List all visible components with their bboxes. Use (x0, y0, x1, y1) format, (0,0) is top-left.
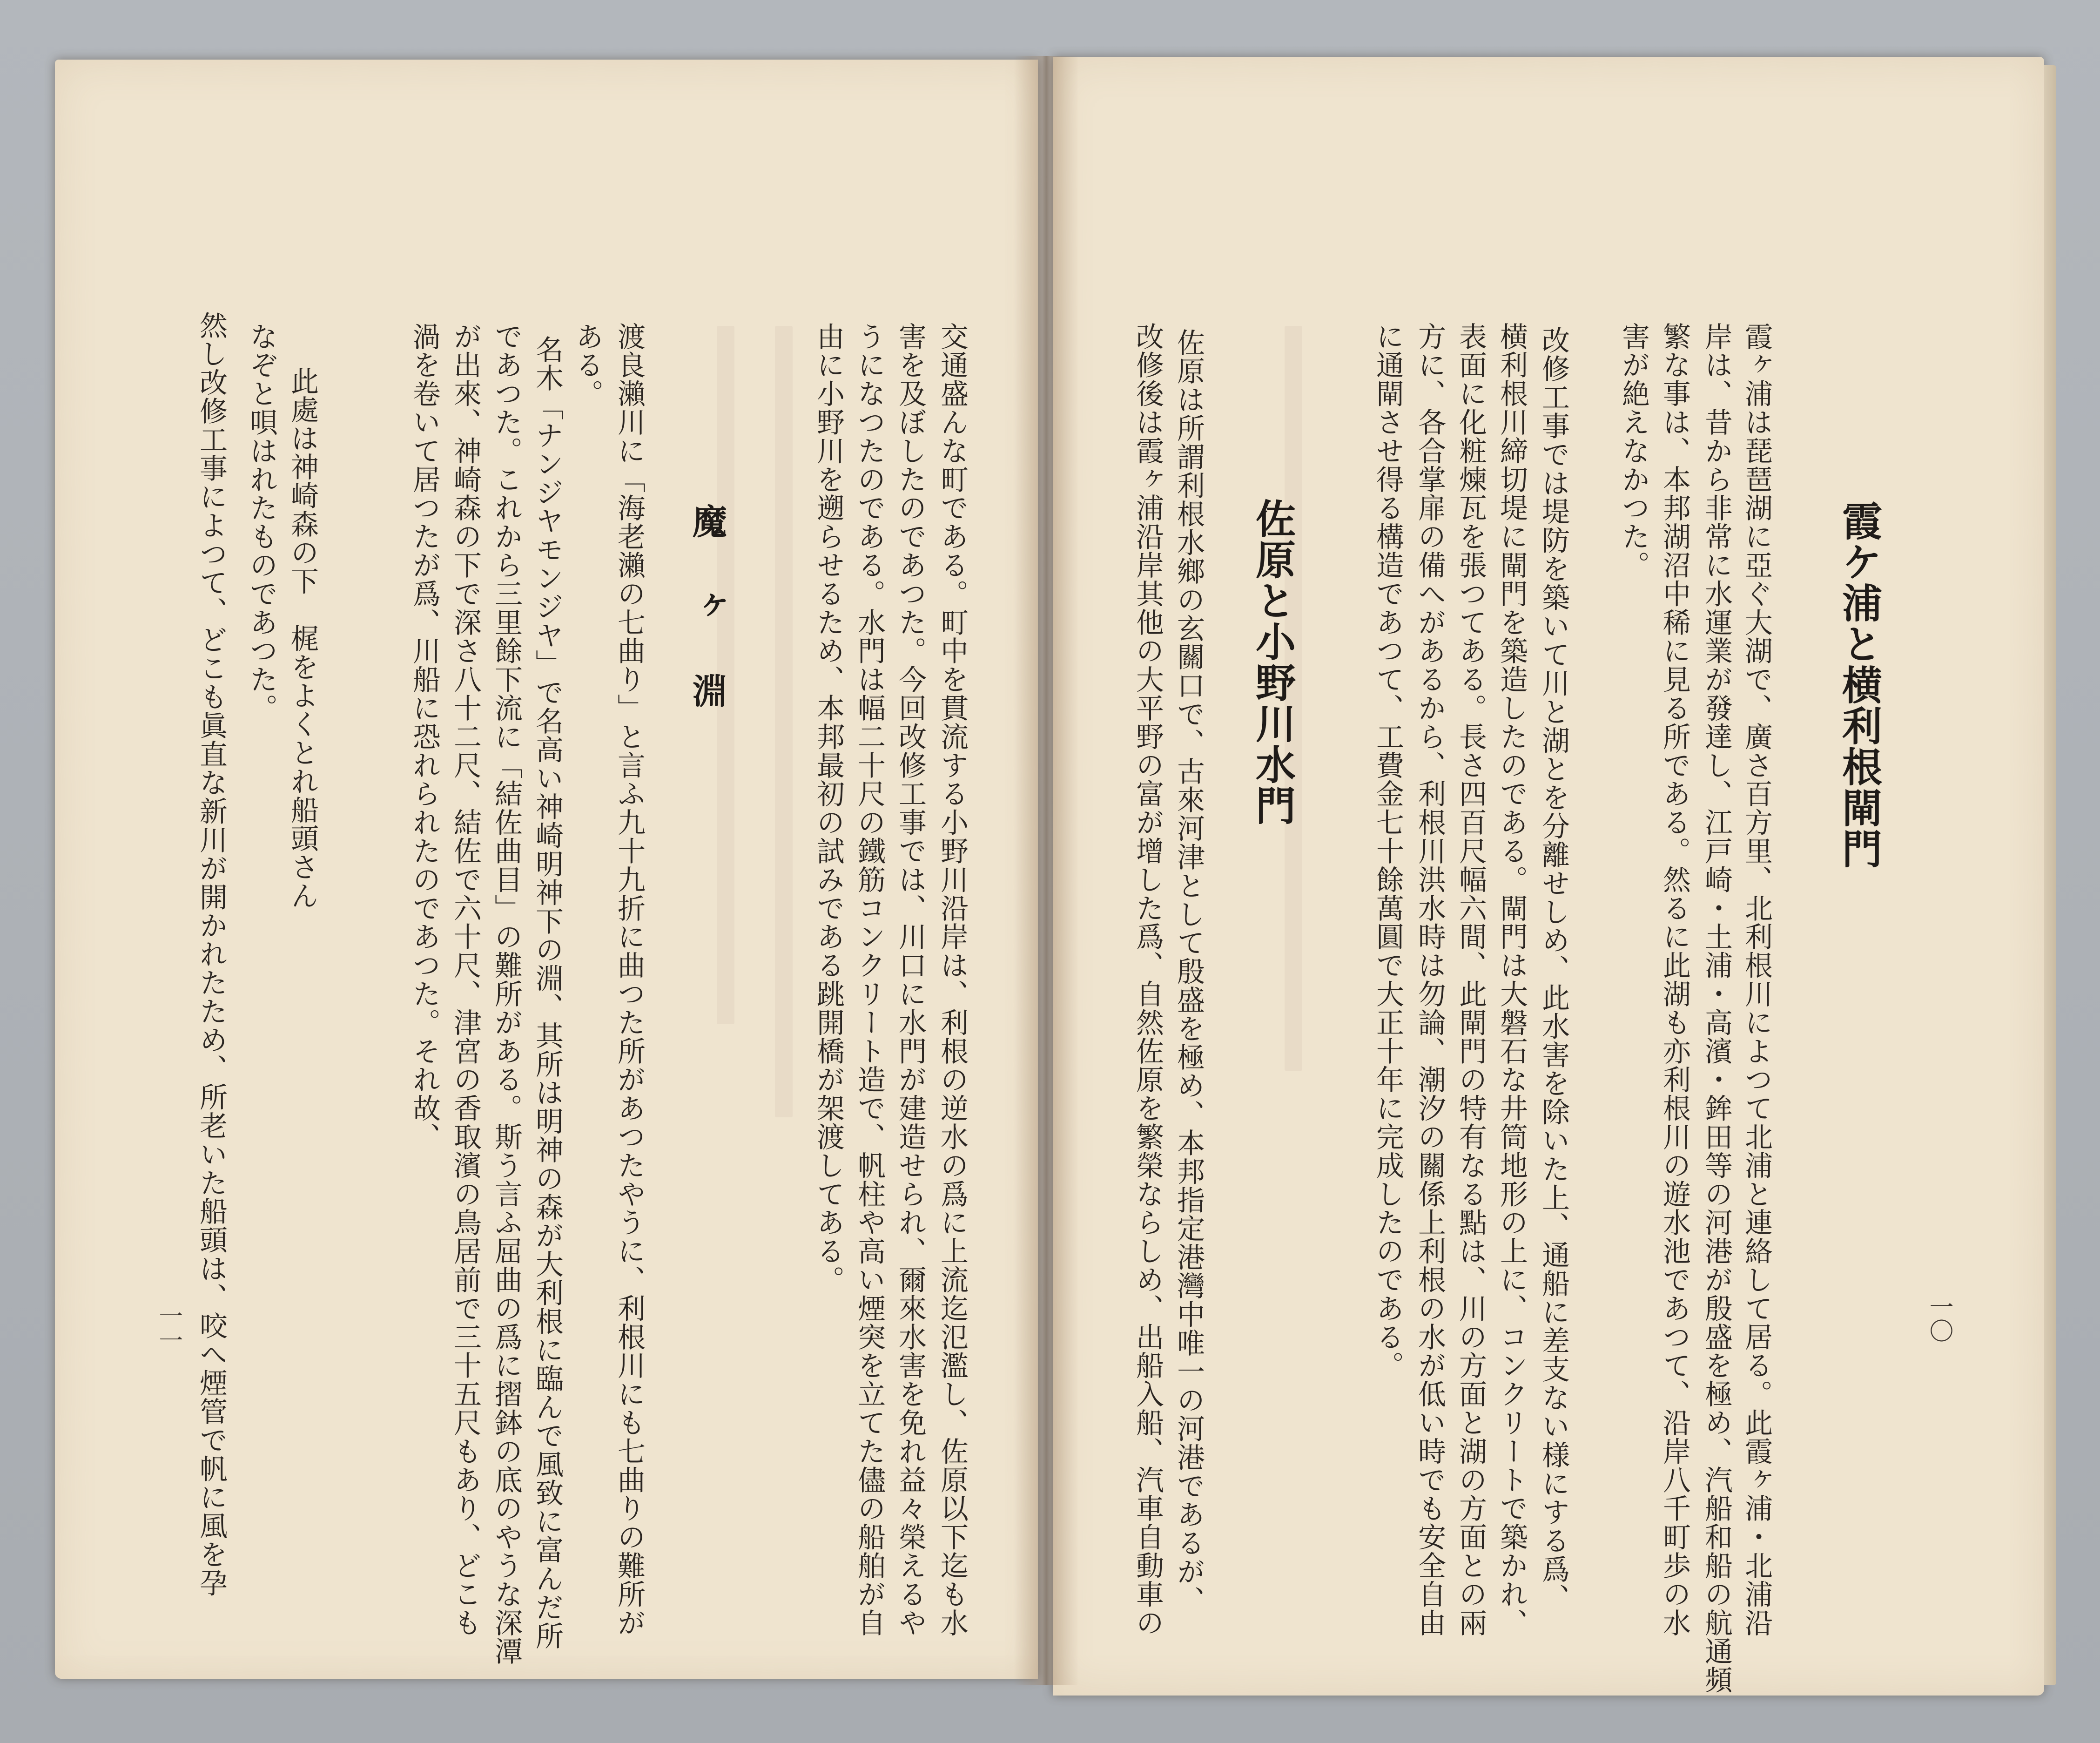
text-column: 霞ヶ浦は琵琶湖に亞ぐ大湖で、廣さ百方里、北利根川によつて北浦と連絡して居る。此霞ヶ浦・北浦沿 (1740, 322, 1773, 1637)
page-number: 一〇 (1925, 1294, 1953, 1343)
section-heading: 霞ケ浦と横利根閘門 (1835, 500, 1882, 869)
section-heading: 魔ヶ淵 (687, 504, 727, 758)
text-column: であつた。これから三里餘下流に「結佐曲目」の難所がある。斯う言ふ屈曲の爲に摺鉢の底のやうな深潭 (490, 322, 523, 1666)
text-column: 改修後は霞ヶ浦沿岸其他の大平野の富が增した爲、自然佐原を繁榮ならしめ、出船入船、汽車自動車の (1131, 322, 1164, 1637)
text-column: 害を及ぼしたのであつた。今回改修工事では、川口に水門が建造せられ、爾來水害を免れ益々榮えるや (894, 322, 927, 1637)
text-column: 岸は、昔から非常に水運業が發達し、江戸崎・土浦・高濱・鉾田等の河港が殷盛を極め、汽船和船の航通頻 (1700, 322, 1733, 1695)
text-column: 繁な事は、本邦湖沼中稀に見る所である。然るに此湖も亦利根川の遊水池であつて、沿岸八千町歩の水 (1658, 322, 1691, 1637)
text-column: 渡良瀨川に「海老瀨の七曲り」と言ふ九十九折に曲つた所があつたやうに、利根川にも七曲りの難所が (613, 322, 646, 1637)
text-column: なぞと唄はれたものであつた。 (245, 322, 278, 723)
show-through (775, 326, 793, 1117)
book-gutter (1014, 56, 1079, 1685)
text-column: が出來、神崎森の下で深さ八十二尺、結佐で六十尺、津宮の香取濱の鳥居前で三十五尺もあり、どこも (449, 322, 482, 1637)
text-column: 表面に化粧煉瓦を張つてある。長さ四百尺幅六間、此閘門の特有なる點は、川の方面と湖の方面との兩 (1454, 322, 1487, 1637)
text-column: 此處は神崎森の下 梶をよくとれ船頭さん (286, 367, 319, 910)
text-column: 交通盛んな町である。町中を貫流する小野川沿岸は、利根の逆水の爲に上流迄氾濫し、佐原以下迄も水 (936, 322, 969, 1637)
text-column: ある。 (571, 322, 604, 408)
text-column: 改修工事では堤防を築いて川と湖とを分離せしめ、此水害を除いた上、通船に差支ない様にする爲、 (1537, 326, 1570, 1612)
text-column: 害が絶えなかつた。 (1617, 322, 1650, 580)
text-column: 佐原は所謂利根水鄉の玄關口で、古來河津として殷盛を極め、本邦指定港灣中唯一の河港であるが、 (1172, 328, 1205, 1615)
text-column: 横利根川締切堤に閘門を築造したのである。閘門は大磐石な井筒地形の上に、コンクリートで築かれ、 (1495, 322, 1528, 1637)
text-column: 由に小野川を遡らせるため、本邦最初の試みである跳開橋が架渡してある。 (812, 322, 845, 1294)
page-number: 一一 (155, 1304, 182, 1352)
section-heading: 佐原と小野川水門 (1249, 498, 1295, 826)
text-column: 渦を卷いて居つたが爲、川船に恐れられたのであつた。それ故、 (408, 322, 441, 1151)
text-column: 方に、各合掌扉の備へがあるから、利根川洪水時は勿論、潮汐の關係上利根の水が低い時でも安全自由 (1413, 322, 1446, 1637)
text-column: 名木「ナンジヤモンジヤ」で名高い神崎明神下の淵、其所は明神の森が大利根に臨んで風致に富んだ所 (531, 335, 564, 1650)
page-edge (2044, 65, 2056, 1685)
text-column: 然し改修工事によつて、どこも眞直な新川が開かれたため、所老いた船頭は、咬へ煙管で帆に風を孕 (195, 311, 228, 1597)
text-column: うになつたのである。水門は幅二十尺の鐵筋コンクリート造で、帆柱や高い煙突を立てた儘の船舶が自 (853, 322, 886, 1637)
text-column: に通閘させ得る構造であつて、工費金七十餘萬圓で大正十年に完成したのである。 (1372, 322, 1404, 1380)
